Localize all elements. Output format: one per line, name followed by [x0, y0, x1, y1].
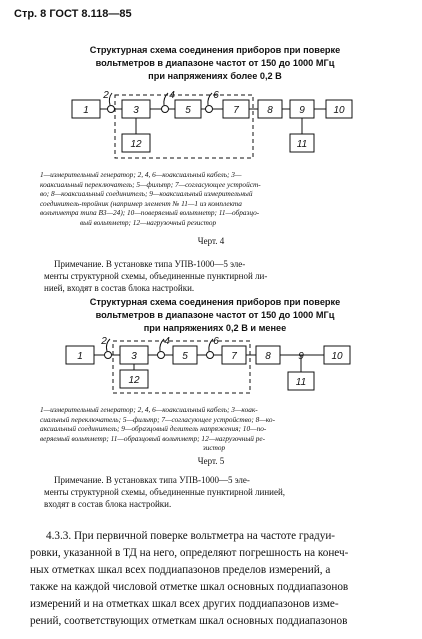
figure4-diagram — [0, 90, 422, 170]
figure5-caption: Черт. 5 — [197, 456, 225, 466]
legend-line: зистор — [202, 443, 226, 453]
cable-4-label: 4 — [169, 90, 175, 101]
figure4-title-line: Структурная схема соединения приборов при поверке — [89, 45, 341, 55]
figure5-note — [44, 474, 390, 510]
note-line: Примечание. В установках типа УПВ-1000—5 эле- — [54, 475, 250, 485]
block-3-label: 3 — [131, 351, 137, 362]
section-4-3-3 — [30, 528, 400, 630]
block-11-label: 11 — [296, 139, 308, 150]
note-line: входят в состав блока настройки. — [44, 499, 172, 509]
figure5-divider-branch — [0, 350, 422, 410]
block-1-label: 1 — [83, 105, 89, 116]
note-line: менты структурной схемы, объединенные пунктирной линией, — [44, 487, 286, 497]
block-5-label: 5 — [182, 351, 188, 362]
legend-line: 1—измерительный генератор; 2, 4, 6—коаксиальный кабель; 3—коак- — [40, 405, 258, 414]
cable-6 — [206, 106, 213, 113]
figure5-title-line: при напряжениях 0,2 В и менее — [143, 323, 287, 333]
block-7-label: 7 — [233, 105, 239, 116]
legend-line: вольтметра типа В3—24); 10—поверяемый вольтметр; 11—образцо- — [40, 208, 260, 218]
block-9-label: 9 — [298, 351, 304, 362]
block-3-label: 3 — [133, 105, 139, 116]
note-line: менты структурной схемы, объединенные пунктирной ли- — [44, 271, 268, 281]
cable-2-label: 2 — [103, 90, 109, 101]
cable-6-label: 6 — [213, 336, 219, 347]
cable-4 — [162, 106, 169, 113]
block-8-label: 8 — [267, 105, 273, 116]
note-line: нией, входят в состав блока настройки. — [44, 283, 195, 293]
figure5-title — [40, 296, 390, 335]
block-10-label: 10 — [331, 351, 343, 362]
page-header: Стр. 8 ГОСТ 8.118—85 — [14, 8, 132, 20]
cable-4-label: 4 — [164, 336, 170, 347]
body-line: ровки, указанной в ТД на него, определяют погрешность на конеч- — [30, 547, 349, 559]
legend-line: коаксиальный переключатель; 5—фильтр; 7—согласующее устройст- — [40, 179, 261, 189]
note-line: Примечание. В установке типа УПВ-1000—5 эле- — [54, 259, 246, 269]
figure5-title-line: Структурная схема соединения приборов при поверке — [89, 297, 341, 307]
figure4-title-line: при напряжениях более 0,2 В — [148, 71, 282, 81]
block-5-label: 5 — [185, 105, 191, 116]
block-8-label: 8 — [265, 351, 271, 362]
cable-2 — [108, 106, 115, 113]
legend-line: во; 8—коаксиальный соединитель; 9—коаксиальный измерительный — [40, 189, 253, 199]
block-10-label: 10 — [333, 105, 345, 116]
body-line: измерений и на отметках шкал всех других поддиапазонов изме- — [30, 598, 339, 610]
block-11-label: 11 — [295, 377, 307, 388]
body-line: 4.3.3. При первичной поверке вольтметра на частоте градуи- — [46, 530, 336, 542]
figure4-legend — [40, 170, 388, 228]
legend-line: аксиальный соединитель; 9—образцовый делитель напряжения; 10—по- — [40, 424, 267, 434]
block-1-label: 1 — [77, 351, 83, 362]
block-7-label: 7 — [231, 351, 237, 362]
figure5-title-line: вольтметров в диапазоне частот от 150 до 1000 МГц — [95, 310, 335, 320]
block-12-label: 12 — [130, 139, 142, 150]
figure4-title-line: вольтметров в диапазоне частот от 150 до 1000 МГц — [95, 58, 335, 68]
legend-line: соединитель-тройник (например элемент № 11—1 из комплекта — [40, 198, 242, 208]
body-line: ных отметках шкал всех поддиапазонов пределов измерений, а — [30, 564, 331, 576]
legend-line: 1—измерительный генератор; 2, 4, 6—коаксиальный кабель; 3— — [40, 170, 242, 179]
figure4-title — [40, 44, 390, 83]
legend-line: вый вольтметр; 12—нагрузочный резистор — [80, 217, 217, 227]
cable-6-label: 6 — [213, 90, 219, 101]
figure4-note — [44, 258, 390, 294]
block-9-label: 9 — [299, 105, 305, 116]
body-line: рений, соответствующих отметкам шкал основных поддиапазонов — [30, 615, 348, 627]
block-12-label: 12 — [128, 375, 140, 386]
legend-line: сиальный переключатель; 5—фильтр; 7—согласующее устройство; 8—ко- — [40, 414, 275, 424]
figure5-legend — [40, 405, 388, 453]
body-line: также на каждой числовой отметке шкал основных поддиапазонов — [30, 581, 349, 593]
cable-2-label: 2 — [101, 336, 107, 347]
legend-line: веряемый вольтметр; 11—образцовый вольтметр; 12—нагрузочный ре- — [40, 433, 266, 443]
figure4-caption: Черт. 4 — [197, 236, 225, 246]
